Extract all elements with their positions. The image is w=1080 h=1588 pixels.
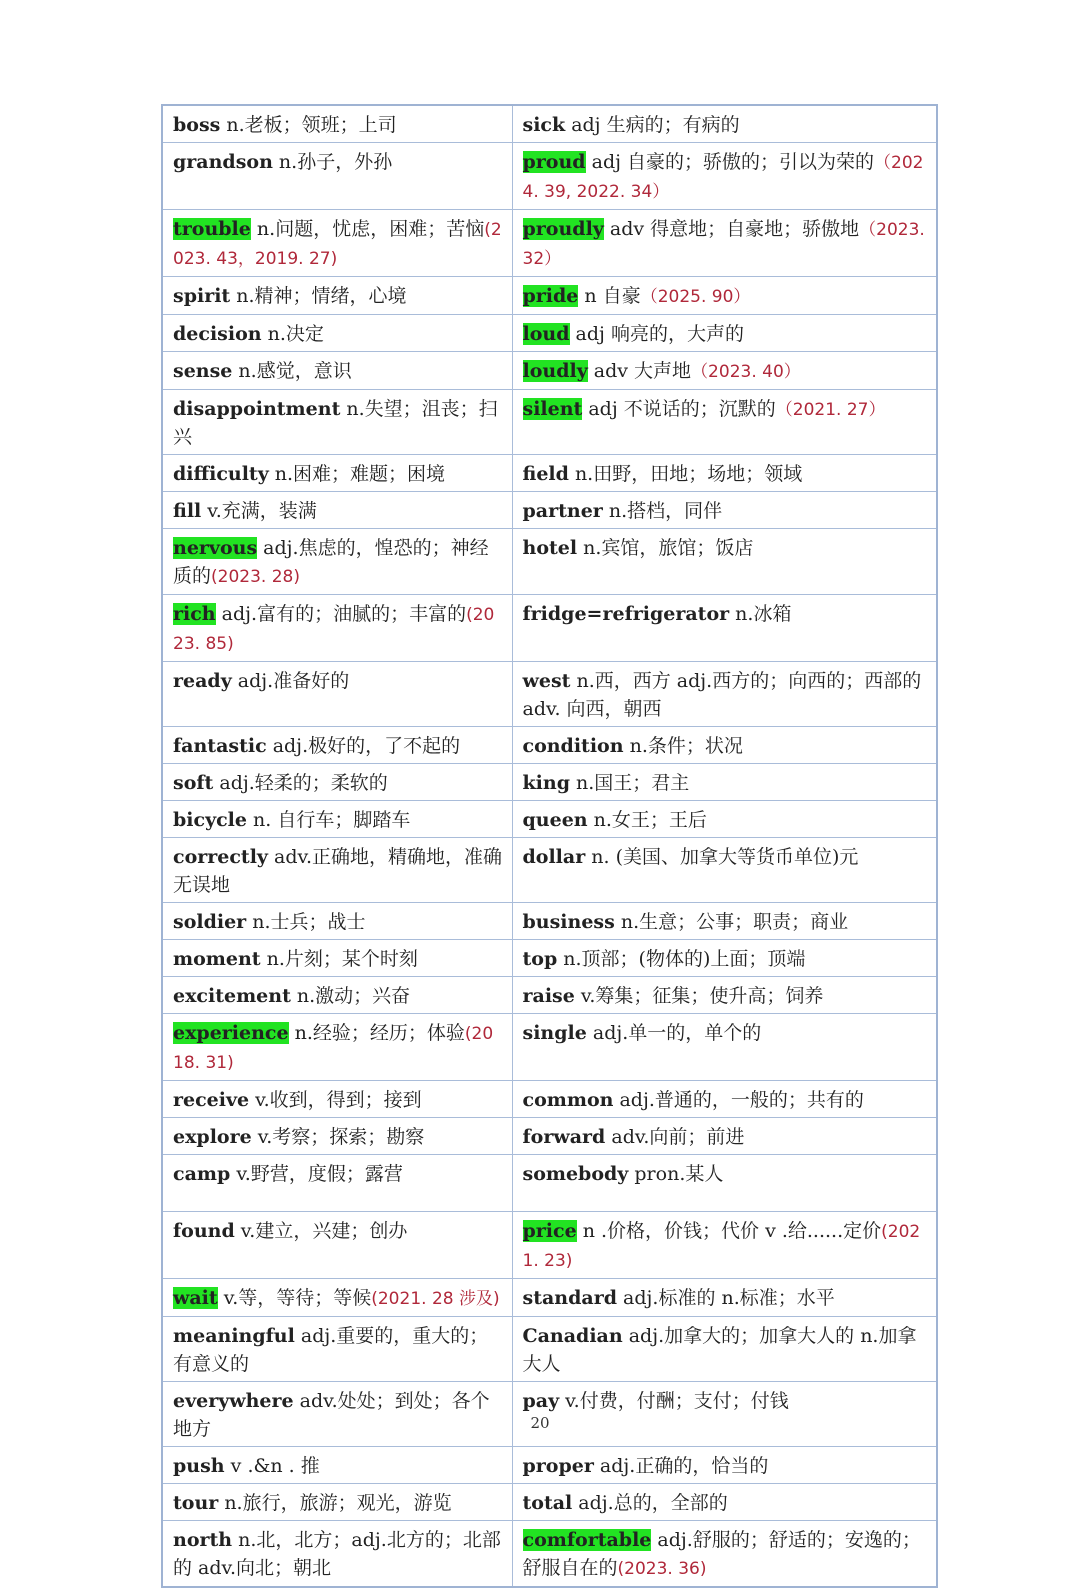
table-row — [162, 1155, 937, 1212]
exam-year-reference: (2023. 43，2019. 27) — [173, 220, 502, 269]
vocab-entry-left — [162, 210, 512, 277]
vocab-entry-left — [162, 1317, 512, 1382]
vocab-word: dollar — [522, 846, 586, 868]
vocab-definition: adj.准备好的 — [231, 670, 350, 692]
vocab-definition: n 自豪 — [578, 285, 641, 307]
vocab-entry-right — [512, 1447, 937, 1484]
vocab-word: single — [522, 1022, 587, 1044]
vocab-entry-left — [162, 352, 512, 390]
vocab-entry-left — [162, 1118, 512, 1155]
vocab-definition: v .&n . 推 — [224, 1455, 320, 1477]
vocabulary-table — [161, 104, 938, 1588]
vocab-word: fill — [173, 500, 202, 522]
vocab-word: condition — [522, 735, 624, 757]
vocab-entry-right — [512, 838, 937, 903]
table-row — [162, 1279, 937, 1317]
vocab-definition: n.条件；状况 — [623, 735, 743, 757]
vocab-entry-right — [512, 764, 937, 801]
table-row — [162, 105, 937, 143]
vocab-word: camp — [173, 1163, 231, 1185]
vocab-entry-left — [162, 1155, 512, 1212]
table-row — [162, 662, 937, 727]
vocab-definition: v.建立，兴建；创办 — [234, 1220, 408, 1242]
vocab-definition: n. (美国、加拿大等货币单位)元 — [585, 846, 859, 868]
vocab-definition: n.生意；公事；职责；商业 — [614, 911, 849, 933]
vocab-word: comfortable — [522, 1529, 652, 1551]
vocab-entry-left — [162, 838, 512, 903]
vocab-definition: n .价格，价钱；代价 v .给......定价 — [576, 1220, 882, 1242]
vocab-entry-left — [162, 903, 512, 940]
vocab-definition: adv.正确地，精确地，准确无误地 — [173, 846, 503, 896]
vocab-entry-right — [512, 1521, 937, 1588]
vocab-entry-right — [512, 455, 937, 492]
vocab-word: proper — [522, 1455, 594, 1477]
vocab-definition: n.激动；兴奋 — [290, 985, 411, 1007]
vocab-word: partner — [522, 500, 603, 522]
vocab-word: experience — [173, 1022, 289, 1044]
table-row — [162, 492, 937, 529]
vocab-definition: n.国王；君主 — [569, 772, 690, 794]
vocab-entry-right — [512, 940, 937, 977]
vocab-definition: adj 响亮的，大声的 — [569, 323, 744, 345]
vocab-definition: adv.向前；前进 — [605, 1126, 745, 1148]
vocab-definition: v.筹集；征集；使升高；饲养 — [574, 985, 824, 1007]
vocab-definition: v.等，等待；等候 — [217, 1287, 372, 1309]
vocab-definition: n.西，西方 adj.西方的；向西的；西部的 adv. 向西，朝西 — [522, 670, 922, 720]
vocab-entry-left — [162, 801, 512, 838]
table-row — [162, 210, 937, 277]
vocab-definition: adv 得意地；自豪地；骄傲地 — [603, 218, 860, 240]
table-row — [162, 1212, 937, 1279]
vocab-word: found — [173, 1220, 235, 1242]
vocab-word: king — [522, 772, 570, 794]
vocab-definition: adj 自豪的；骄傲的；引以为荣的 — [585, 151, 875, 173]
vocab-entry-right — [512, 903, 937, 940]
vocab-definition: n.田野，田地；场地；领域 — [568, 463, 803, 485]
vocab-entry-left — [162, 1484, 512, 1521]
vocab-definition: adj.舒服的；舒适的；安逸的；舒服自在的 — [522, 1529, 921, 1579]
vocab-word: price — [522, 1220, 577, 1242]
vocab-word: bicycle — [173, 809, 247, 831]
vocab-entry-right — [512, 1155, 937, 1212]
table-row — [162, 143, 937, 210]
table-row — [162, 1081, 937, 1118]
table-row — [162, 529, 937, 595]
vocab-word: tour — [173, 1492, 219, 1514]
vocab-definition: n.感觉，意识 — [232, 360, 352, 382]
vocab-entry-left — [162, 1081, 512, 1118]
vocab-entry-right — [512, 1014, 937, 1081]
vocab-entry-right — [512, 143, 937, 210]
table-row — [162, 801, 937, 838]
vocab-word: sense — [173, 360, 233, 382]
vocab-entry-right — [512, 529, 937, 595]
vocab-word: loud — [522, 323, 570, 345]
exam-year-reference: (2021. 28 涉及) — [371, 1289, 500, 1309]
vocab-entry-right — [512, 1081, 937, 1118]
vocab-definition: n.女王；王后 — [587, 809, 707, 831]
exam-year-reference: (2023. 28) — [211, 567, 300, 587]
table-row — [162, 838, 937, 903]
table-row — [162, 352, 937, 390]
vocab-definition: n.旅行，旅游；观光，游览 — [218, 1492, 452, 1514]
vocab-word: proudly — [522, 218, 604, 240]
vocab-entry-right — [512, 801, 937, 838]
vocab-definition: n.精神；情绪，心境 — [230, 285, 407, 307]
vocab-entry-right — [512, 662, 937, 727]
vocab-definition: adj.单一的，单个的 — [586, 1022, 762, 1044]
vocab-word: everywhere — [173, 1390, 294, 1412]
table-row — [162, 1118, 937, 1155]
vocab-definition: n.顶部；(物体的)上面；顶端 — [557, 948, 806, 970]
vocab-word: west — [522, 670, 571, 692]
vocab-definition: adj 不说话的；沉默的 — [582, 398, 776, 420]
vocab-entry-right — [512, 315, 937, 352]
vocab-entry-left — [162, 1212, 512, 1279]
table-row — [162, 1484, 937, 1521]
vocab-entry-right — [512, 277, 937, 315]
vocab-entry-left — [162, 940, 512, 977]
vocab-definition: n.北，北方；adj.北方的；北部的 adv.向北；朝北 — [173, 1529, 501, 1579]
vocab-word: ready — [173, 670, 232, 692]
vocab-word: receive — [173, 1089, 250, 1111]
vocab-entry-right — [512, 390, 937, 455]
vocab-entry-right — [512, 210, 937, 277]
vocab-definition: adj.富有的；油腻的；丰富的 — [215, 603, 467, 625]
vocab-word: explore — [173, 1126, 252, 1148]
vocab-word: somebody — [522, 1163, 629, 1185]
vocab-word: standard — [522, 1287, 617, 1309]
table-row — [162, 764, 937, 801]
table-row — [162, 903, 937, 940]
page-number: 20 — [530, 1414, 550, 1432]
vocab-definition: adj.轻柔的；柔软的 — [213, 772, 388, 794]
vocab-definition: adv 大声地 — [587, 360, 692, 382]
vocab-entry-right — [512, 1279, 937, 1317]
vocab-entry-left — [162, 1014, 512, 1081]
vocab-word: difficulty — [173, 463, 269, 485]
vocab-entry-left — [162, 1279, 512, 1317]
vocab-definition: adj 生病的；有病的 — [565, 114, 740, 136]
exam-year-reference: (2018. 31) — [173, 1024, 494, 1073]
vocab-entry-left — [162, 529, 512, 595]
exam-year-reference: （2023. 32） — [522, 220, 925, 269]
vocab-definition: n.老板；领班；上司 — [220, 114, 397, 136]
vocab-word: proud — [522, 151, 586, 173]
vocab-entry-left — [162, 277, 512, 315]
vocab-entry-left — [162, 143, 512, 210]
vocab-definition: adj.普通的，一般的；共有的 — [613, 1089, 864, 1111]
vocab-entry-left — [162, 727, 512, 764]
vocab-entry-left — [162, 595, 512, 662]
vocab-definition: adj.焦虑的，惶恐的；神经质的 — [173, 537, 489, 587]
vocab-definition: v.付费，付酬；支付；付钱 — [559, 1390, 789, 1412]
vocab-word: queen — [522, 809, 588, 831]
vocab-word: spirit — [173, 285, 231, 307]
vocab-word: grandson — [173, 151, 273, 173]
vocab-definition: n.士兵；战士 — [246, 911, 366, 933]
vocab-word: total — [522, 1492, 573, 1514]
vocab-definition: v.充满，装满 — [201, 500, 317, 522]
vocab-definition: n.宾馆，旅馆；饭店 — [577, 537, 754, 559]
vocab-entry-left — [162, 977, 512, 1014]
vocab-definition: adj.极好的，了不起的 — [266, 735, 461, 757]
exam-year-reference: （2025. 90） — [640, 287, 751, 307]
table-row — [162, 1014, 937, 1081]
table-row — [162, 390, 937, 455]
table-row — [162, 1317, 937, 1382]
table-row — [162, 977, 937, 1014]
vocab-definition: adj.正确的，恰当的 — [593, 1455, 769, 1477]
vocab-word: common — [522, 1089, 614, 1111]
vocab-entry-left — [162, 1521, 512, 1588]
vocabulary-table-body — [162, 105, 937, 1587]
vocab-entry-right — [512, 1317, 937, 1382]
vocab-word: nervous — [173, 537, 258, 559]
vocab-definition: n.经验；经历；体验 — [288, 1022, 465, 1044]
vocab-entry-left — [162, 492, 512, 529]
vocab-word: excitement — [173, 985, 291, 1007]
vocab-entry-left — [162, 1447, 512, 1484]
vocab-entry-left — [162, 662, 512, 727]
vocab-word: correctly — [173, 846, 268, 868]
vocab-definition: n.搭档，同伴 — [602, 500, 723, 522]
vocab-definition: n.失望；沮丧；扫兴 — [173, 398, 498, 448]
vocab-definition: adv.处处；到处；各个地方 — [173, 1390, 490, 1440]
vocab-entry-right — [512, 727, 937, 764]
vocab-definition: adj.重要的，重大的；有意义的 — [173, 1325, 489, 1375]
vocab-word: rich — [173, 603, 216, 625]
table-row — [162, 455, 937, 492]
vocab-word: pay — [522, 1390, 560, 1412]
vocab-word: boss — [173, 114, 221, 136]
vocab-definition: adj.总的，全部的 — [572, 1492, 728, 1514]
vocab-word: moment — [173, 948, 261, 970]
vocab-word: sick — [522, 114, 566, 136]
vocab-entry-left — [162, 764, 512, 801]
table-row — [162, 277, 937, 315]
vocab-definition: n.孙子，外孙 — [272, 151, 393, 173]
vocab-word: loudly — [522, 360, 588, 382]
vocab-entry-left — [162, 105, 512, 143]
vocab-word: raise — [522, 985, 575, 1007]
vocab-entry-right — [512, 492, 937, 529]
vocab-entry-right — [512, 1212, 937, 1279]
vocab-word: push — [173, 1455, 225, 1477]
vocab-word: fantastic — [173, 735, 267, 757]
exam-year-reference: (2023. 85) — [173, 605, 495, 654]
exam-year-reference: （2023. 40） — [691, 362, 801, 382]
vocab-definition: v.收到，得到；接到 — [249, 1089, 422, 1111]
exam-year-reference: (2021. 23) — [522, 1222, 921, 1271]
vocab-entry-right — [512, 595, 937, 662]
vocab-word: business — [522, 911, 615, 933]
vocab-word: top — [522, 948, 558, 970]
table-row — [162, 940, 937, 977]
vocab-definition: v.考察；探索；勘察 — [251, 1126, 425, 1148]
vocab-definition: n.决定 — [261, 323, 324, 345]
vocab-entry-left — [162, 315, 512, 352]
vocab-definition: n.困难；难题；困境 — [268, 463, 446, 485]
vocab-definition: n.冰箱 — [729, 603, 792, 625]
vocab-definition: pron.某人 — [628, 1163, 724, 1185]
exam-year-reference: （2021. 27） — [775, 400, 886, 420]
vocab-entry-right — [512, 352, 937, 390]
vocab-entry-right — [512, 105, 937, 143]
vocab-word: meaningful — [173, 1325, 295, 1347]
table-row — [162, 1447, 937, 1484]
exam-year-reference: (2023. 36) — [617, 1559, 707, 1579]
vocab-definition: v.野营，度假；露营 — [230, 1163, 403, 1185]
table-row — [162, 315, 937, 352]
vocab-word: wait — [173, 1287, 218, 1309]
vocab-entry-left — [162, 390, 512, 455]
table-row — [162, 727, 937, 764]
vocab-word: north — [173, 1529, 233, 1551]
table-row — [162, 1521, 937, 1588]
vocab-word: pride — [522, 285, 579, 307]
vocab-entry-right — [512, 977, 937, 1014]
vocab-definition: n. 自行车；脚踏车 — [247, 809, 411, 831]
table-row — [162, 595, 937, 662]
vocab-word: Canadian — [522, 1325, 623, 1347]
vocab-definition: n.问题，忧虑，困难；苦恼 — [250, 218, 485, 240]
vocab-word: trouble — [173, 218, 251, 240]
vocab-definition: adj.标准的 n.标准；水平 — [617, 1287, 835, 1309]
exam-year-reference: （2024. 39, 2022. 34） — [522, 153, 924, 202]
vocab-word: forward — [522, 1126, 606, 1148]
vocab-word: soldier — [173, 911, 247, 933]
vocab-definition: adj.加拿大的；加拿大人的 n.加拿大人 — [522, 1325, 917, 1375]
vocab-word: soft — [173, 772, 214, 794]
vocab-word: decision — [173, 323, 262, 345]
vocab-word: silent — [522, 398, 583, 420]
vocab-word: hotel — [522, 537, 578, 559]
vocab-word: fridge=refrigerator — [522, 603, 730, 625]
vocab-word: field — [522, 463, 569, 485]
vocab-definition: n.片刻；某个时刻 — [260, 948, 418, 970]
vocab-word: disappointment — [173, 398, 341, 420]
vocab-entry-left — [162, 455, 512, 492]
vocab-entry-right — [512, 1484, 937, 1521]
vocab-entry-right — [512, 1118, 937, 1155]
